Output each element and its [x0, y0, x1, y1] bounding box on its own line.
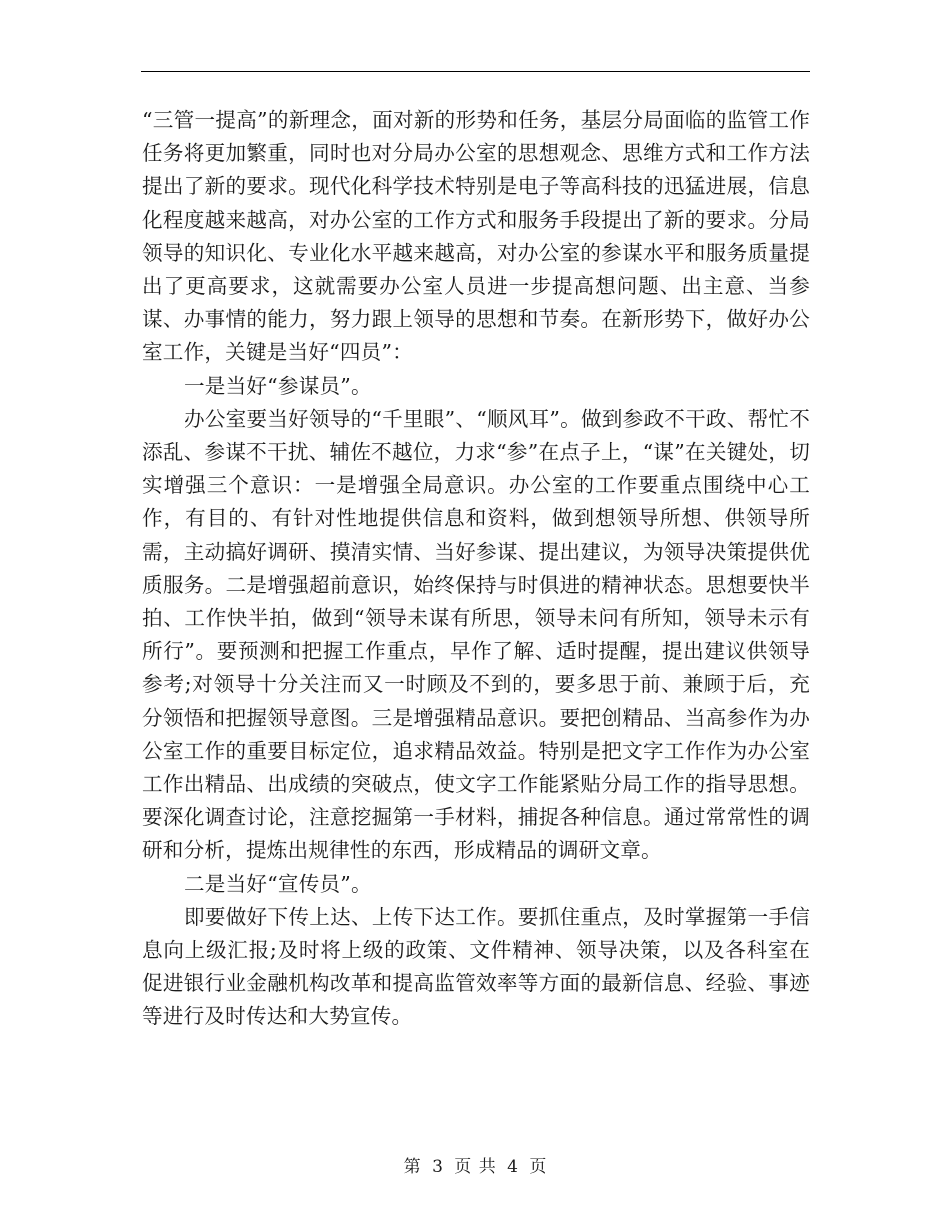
paragraph-second-role: 即要做好下传上达、上传下达工作。要抓住重点，及时掌握第一手信息向上级汇报;及时将上级的政策、文件精神、领导决策，以及各科室在促进银行业金融机构改革和提高监管效率等方面的最新信息、经验、事迹等进行及时传达和大势宣传。 [142, 904, 810, 1029]
paragraph-intro: “三管一提高”的新理念，面对新的形势和任务，基层分局面临的监管工作任务将更加繁重，同时也对分局办公室的思想观念、思维方式和工作方法提出了新的要求。现代化科学技术特别是电子等高科技的迅猛进展，信息化程度越来越高，对办公室的工作方式和服务手段提出了新的要求。分局领导的知识化、专业化水平越来越高，对办公室的参谋水平和服务质量提出了更高要求，这就需要办公室人员进一步提高想问题、出主意、当参谋、办事情的能力，努力跟上领导的思想和节奏。在新形势下，做好办公室工作，关键是当好“四员”： [142, 108, 810, 365]
heading-second-role: 二是当好“宣传员”。 [184, 871, 372, 896]
footer-suffix: 页 [529, 1157, 547, 1177]
document-body [142, 104, 810, 1034]
footer-current-page: 3 [432, 1157, 443, 1177]
header-rule [141, 71, 810, 72]
footer-prefix: 第 [403, 1157, 421, 1177]
footer-total-pages: 4 [507, 1157, 518, 1177]
footer-middle: 页 共 [454, 1157, 496, 1177]
page-footer [0, 1156, 950, 1178]
heading-first-role: 一是当好“参谋员”。 [184, 373, 372, 398]
paragraph-first-role: 办公室要当好领导的“千里眼”、“顺风耳”。做到参政不干政、帮忙不添乱、参谋不干扰、辅佐不越位，力求“参”在点子上，“谋”在关键处，切实增强三个意识：一是增强全局意识。办公室的工作要重点围绕中心工作，有目的、有针对性地提供信息和资料，做到想领导所想、供领导所需，主动搞好调研、摸清实情、当好参谋、提出建议，为领导决策提供优质服务。二是增强超前意识，始终保持与时俱进的精神状态。思想要快半拍、工作快半拍，做到“领导未谋有所思，领导未问有所知，领导未示有所行”。要预测和把握工作重点，早作了解、适时提醒，提出建议供领导参考;对领导十分关注而又一时顾及不到的，要多思于前、兼顾于后，充分领悟和把握领导意图。三是增强精品意识。要把创精品、当高参作为办公室工作的重要目标定位，追求精品效益。特别是把文字工作作为办公室工作出精品、出成绩的突破点，使文字工作能紧贴分局工作的指导思想。要深化调查讨论，注意挖掘第一手材料，捕捉各种信息。通过常常性的调研和分析，提炼出规律性的东西，形成精品的调研文章。 [142, 406, 810, 863]
